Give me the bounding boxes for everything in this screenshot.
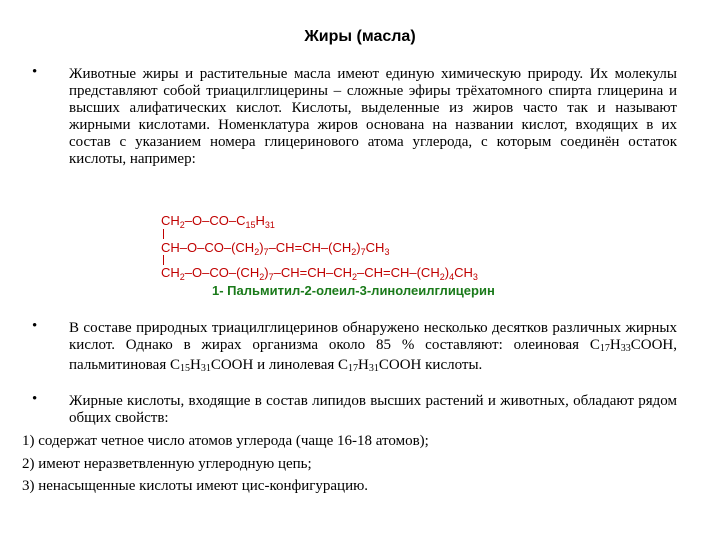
formula-line-1: $CH_2-O-CO-C_{15}H_{31}$ [161,213,275,230]
formula-line-3: $CH_2-O-CO-(CH_2)_7-CH=CH-CH_2-CH=CH-(CH_2)_4CH_3$ [161,265,478,282]
bullet-2: • [32,318,38,334]
formula-name: 1- Пальмитил-2-олеил-3-линолеилглицерин [212,283,495,298]
bond-line [163,255,164,265]
fatty-acids-paragraph: В составе природных триацилглицеринов обнаружено несколько десятков различных жирных кислот. Однако в жирах организма около 85 % составляют: олеиновая $C_{17}H_{33}COOH$, пальмитиновая $C_{15}H_{31}COOH$ и линолевая $C_{17}H_{31}COOH$ кислоты. [69,320,677,374]
bullet-3: • [32,391,38,407]
formula-line-2: $CH-O-CO-(CH_2)_7-CH=CH-(CH_2)_7CH_3$ [161,240,390,257]
bond-line [163,229,164,239]
property-item-2: 2) имеют неразветвленную углеродную цепь; [22,456,312,472]
properties-paragraph: Жирные кислоты, входящие в состав липидов высших растений и животных, обладают рядом общих свойств: [69,393,677,426]
property-item-3: 3) ненасыщенные кислоты имеют цис-конфигурацию. [22,478,369,494]
property-item-1: 1) содержат четное число атомов углерода (чаще 16-18 атомов); [22,433,429,449]
bullet-1: • [32,64,38,80]
intro-paragraph: Животные жиры и растительные масла имеют единую химическую природу. Их молекулы представляют собой триацилглицерины – сложные эфиры трёхатомного спирта глицерина и высших алифатических кислот. Кислоты, выделенные из жиров часто так и называют жирными кислотами. Номенклатура жиров основана на названии кислот, входящих в их состав с указанием номера глицеринового атома углерода, с которым соединён остаток кислоты, например: [69,66,677,167]
slide-title: Жиры (масла) [304,28,416,45]
